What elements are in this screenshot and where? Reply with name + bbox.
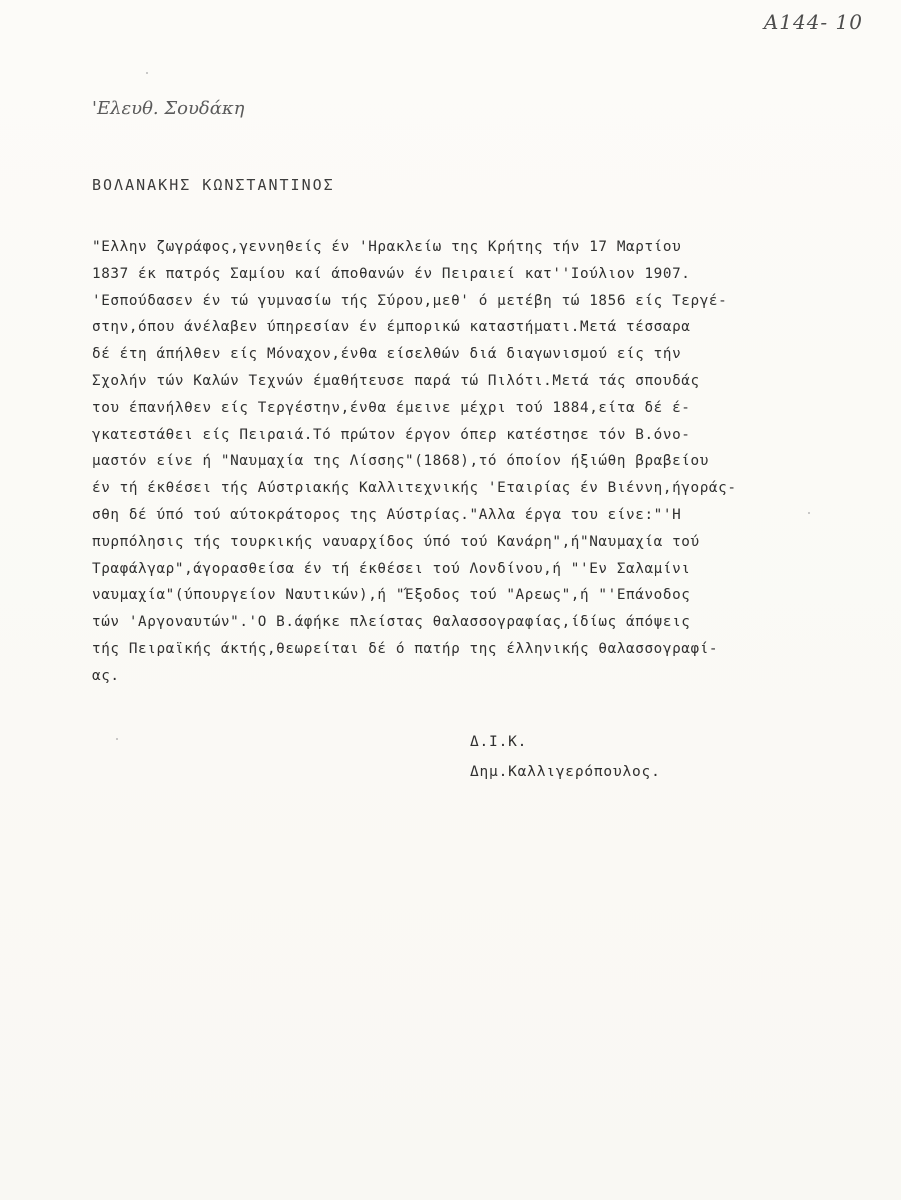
text-line: δέ έτη άπήλθεν είς Μόναχον,ένθα είσελθών διά διαγωνισμού είς τήν xyxy=(92,346,682,363)
text-line: μαστόν είνε ή "Ναυμαχία της Λίσσης"(1868),τό όποίον ήξιώθη βραβείου xyxy=(92,453,709,470)
text-line: στην,όπου άνέλαβεν ύπηρεσίαν έν έμπορικώ καταστήματι.Μετά τέσσαρα xyxy=(92,319,691,336)
text-line: "Ελλην ζωγράφος,γεννηθείς έν 'Ηρακλείω της Κρήτης τήν 17 Μαρτίου xyxy=(92,239,682,255)
text-line: γκατεστάθει είς Πειραιά.Τό πρώτον έργον όπερ κατέστησε τόν Β.όνο- xyxy=(92,426,691,443)
text-line: 'Εσπούδασεν έν τώ γυμνασίω τής Σύρου,μεθ' ό μετέβη τώ 1856 είς Τεργέ- xyxy=(92,292,728,309)
entry-heading: ΒΟΛΑΝΑΚΗΣ ΚΩΝΣΤΑΝΤΙΝΟΣ xyxy=(92,176,335,194)
handwritten-attribution: 'Ελευθ. Σουδάκη xyxy=(92,98,245,119)
text-line: πυρπόλησις τής τουρκικής ναυαρχίδος ύπό τού Κανάρη",ή"Ναυμαχία τού xyxy=(92,533,700,550)
text-line: τής Πειραϊκής άκτής,θεωρείται δέ ό πατήρ της έλληνικής θαλασσογραφί- xyxy=(92,640,719,657)
text-line: έν τή έκθέσει τής Αύστριακής Καλλιτεχνικής 'Εταιρίας έν Βιέννη,ήγοράς- xyxy=(92,480,737,497)
paper-speck xyxy=(808,512,810,514)
paper-speck xyxy=(146,72,148,74)
text-line: Σχολήν τών Καλών Τεχνών έμαθήτευσε παρά τώ Πιλότι.Μετά τάς σπουδάς xyxy=(92,372,700,389)
text-line: 1837 έκ πατρός Σαμίου καί άποθανών έν Πειραιεί κατ''Ιούλιον 1907. xyxy=(92,265,691,282)
signature-initials: Δ.Ι.Κ. xyxy=(470,734,528,750)
signature-name: Δημ.Καλλιγερόπουλος. xyxy=(470,764,661,780)
text-line: Τραφάλγαρ",άγορασθείσα έν τή έκθέσει τού Λονδίνου,ή "'Εν Σαλαμίνι xyxy=(92,560,691,577)
text-line: ας. xyxy=(92,667,120,684)
text-line: σθη δέ ύπό τού αύτοκράτορος της Αύστρίας."Αλλα έργα του είνε:"'Η xyxy=(92,506,682,523)
biography-text xyxy=(92,234,812,690)
paper-speck xyxy=(116,738,118,740)
text-line: τών 'Αργοναυτών".'Ο Β.άφήκε πλείστας θαλασσογραφίας,ίδίως άπόψεις xyxy=(92,614,691,631)
text-line: ναυμαχία"(ύπουργείον Ναυτικών),ή "Έξοδος τού "Αρεως",ή "'Επάνοδος xyxy=(92,587,691,604)
archive-number-annotation: Α144- 10 xyxy=(763,10,863,34)
text-line: του έπανήλθεν είς Τεργέστην,ένθα έμεινε μέχρι τού 1884,είτα δέ έ- xyxy=(92,399,691,416)
